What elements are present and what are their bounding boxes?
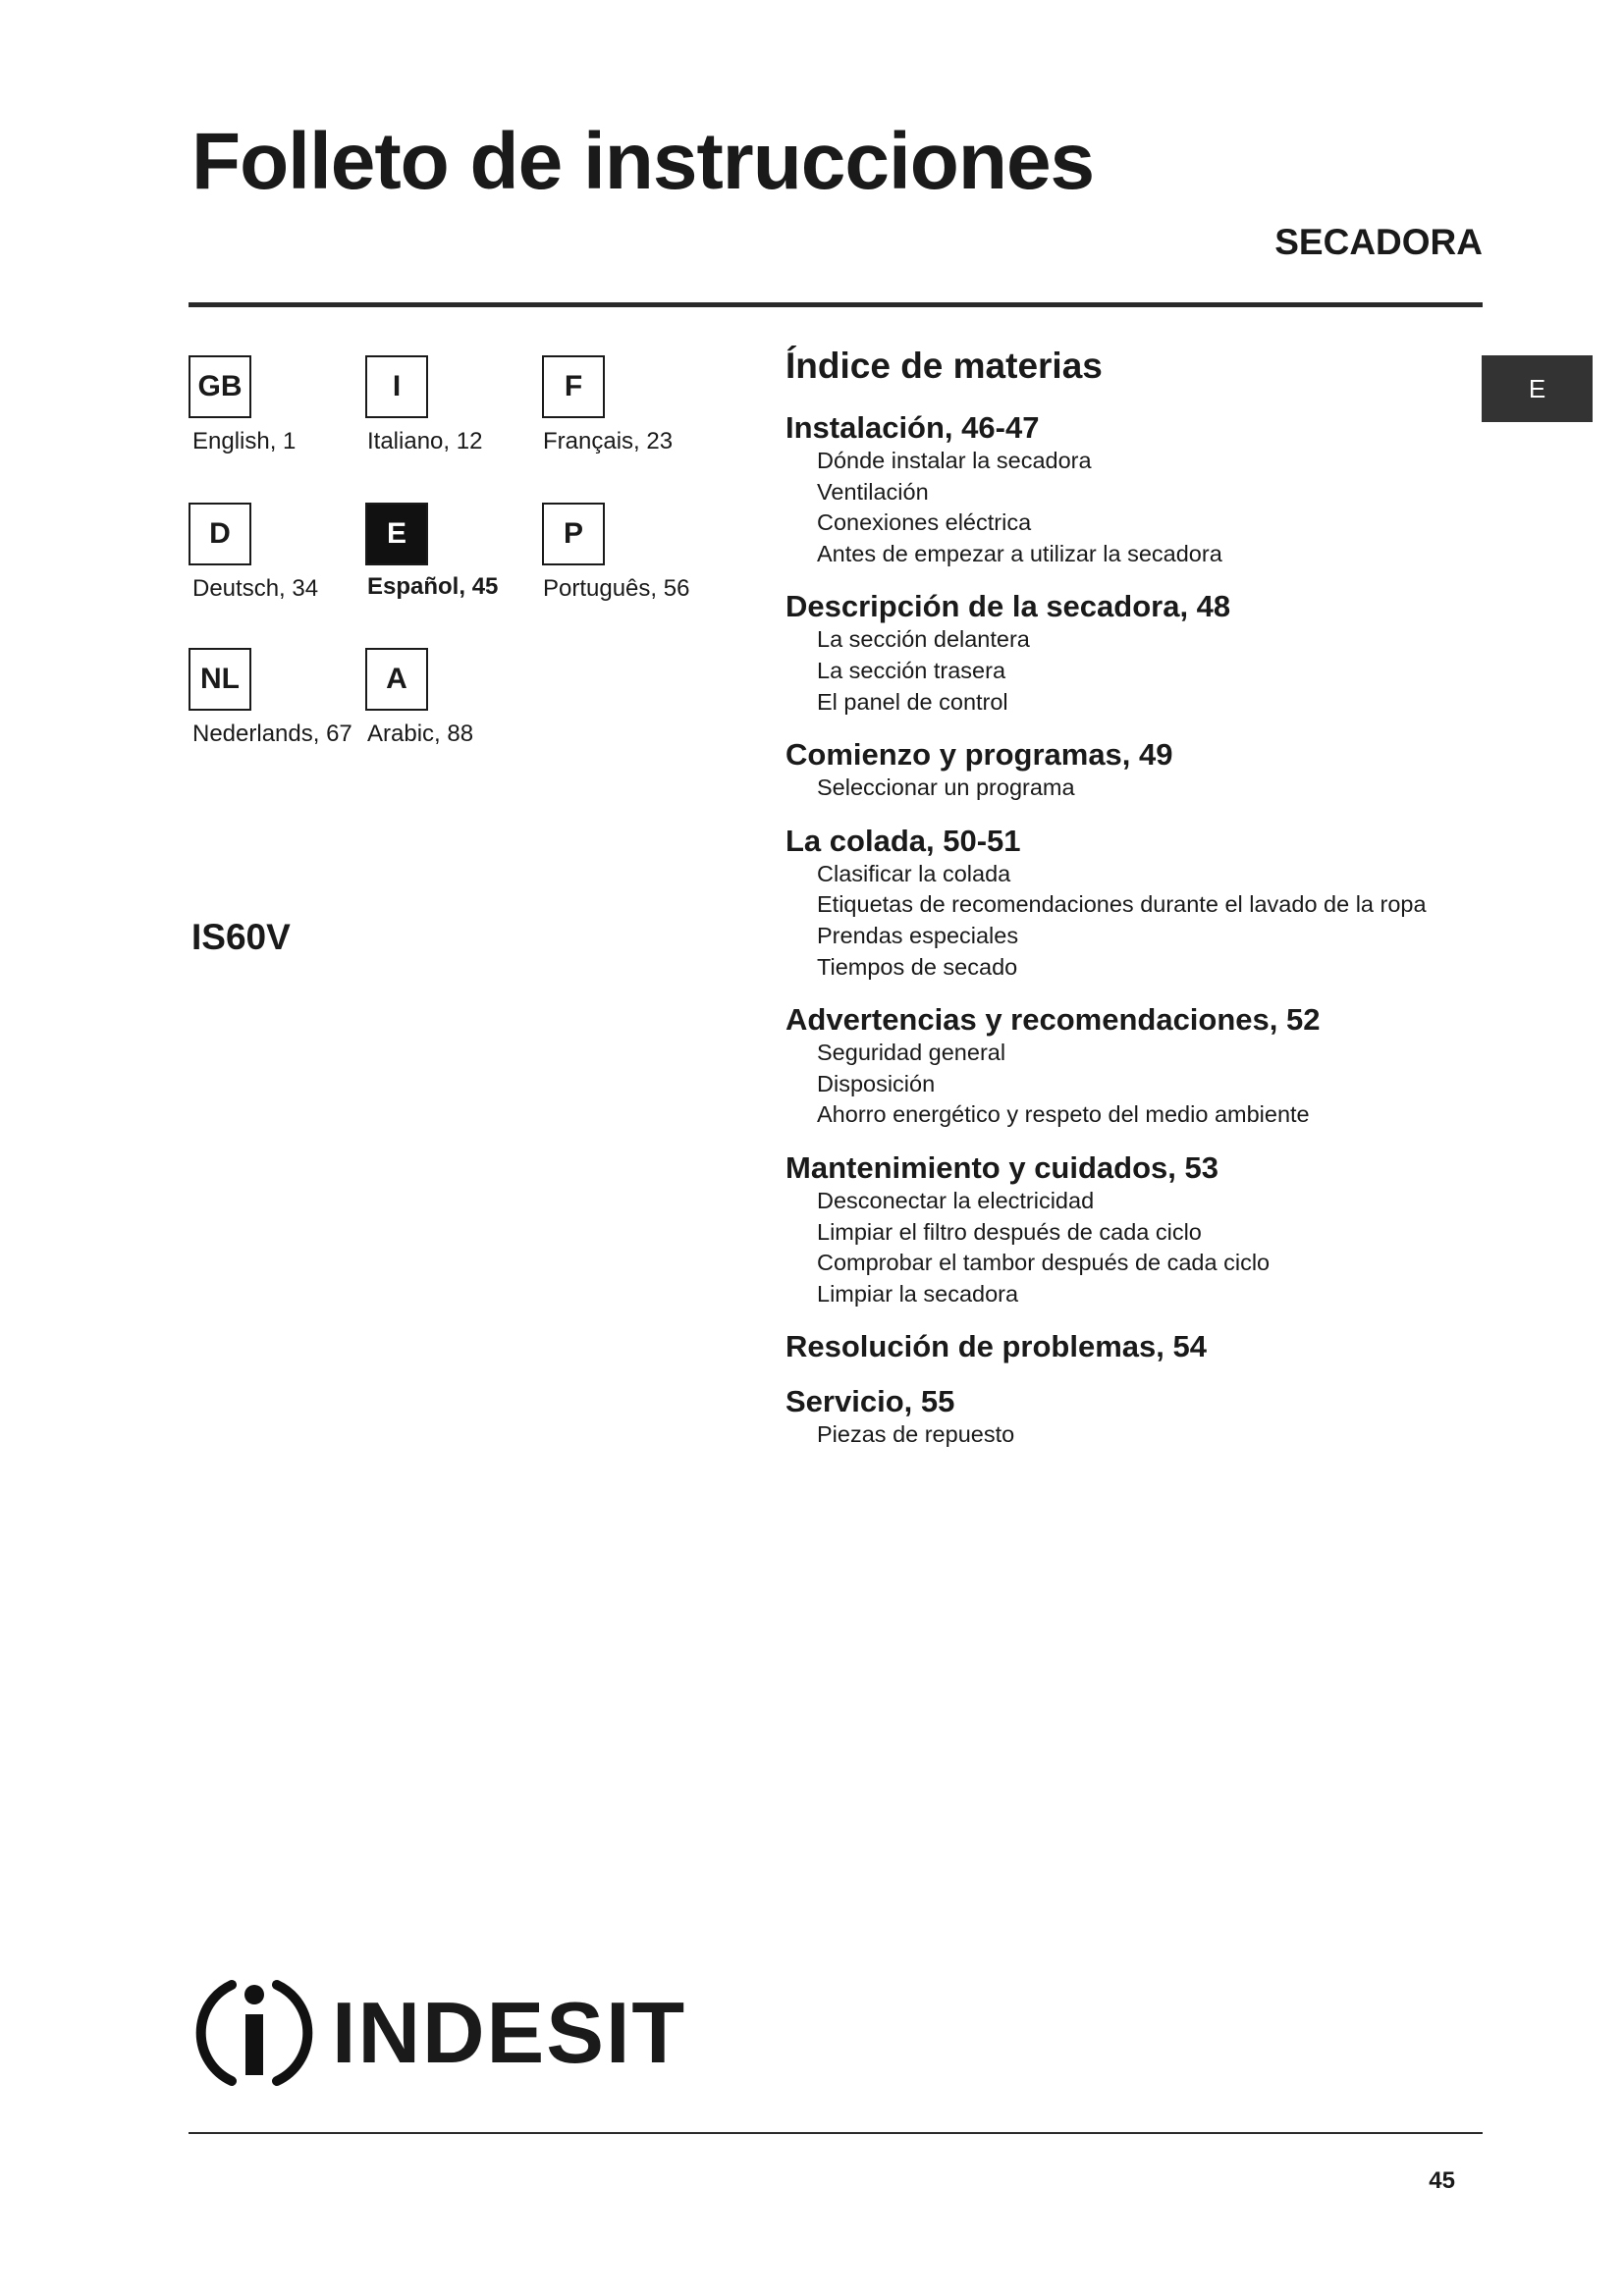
lang-box-e-active[interactable]: E — [365, 503, 428, 565]
lang-label-nl[interactable]: Nederlands, 67 — [192, 721, 352, 747]
toc-section-heading[interactable]: Instalación, 46-47 — [785, 410, 1040, 445]
toc-item[interactable]: Antes de empezar a utilizar la secadora — [817, 540, 1222, 566]
model-number: IS60V — [191, 917, 291, 957]
toc-item[interactable]: Tiempos de secado — [817, 953, 1018, 980]
product-category: SECADORA — [1274, 222, 1483, 262]
toc-item[interactable]: Limpiar la secadora — [817, 1280, 1019, 1307]
toc-section — [785, 737, 1473, 804]
top-divider — [189, 302, 1483, 307]
toc-section-heading[interactable]: Descripción de la secadora, 48 — [785, 589, 1231, 624]
lang-label-d[interactable]: Deutsch, 34 — [192, 575, 319, 602]
toc-section — [785, 589, 1473, 718]
toc-section — [785, 1002, 1473, 1131]
toc-item[interactable]: Seleccionar un programa — [817, 774, 1075, 801]
toc-item[interactable]: Limpiar el filtro después de cada ciclo — [817, 1218, 1202, 1245]
bottom-divider — [189, 2132, 1483, 2134]
toc-section-heading[interactable]: Resolución de problemas, 54 — [785, 1329, 1207, 1364]
toc-section — [785, 1150, 1473, 1309]
lang-label-a[interactable]: Arabic, 88 — [367, 721, 474, 747]
toc-item[interactable]: El panel de control — [817, 688, 1008, 715]
toc-item[interactable]: Disposición — [817, 1070, 936, 1096]
toc-item[interactable]: La sección trasera — [817, 657, 1006, 683]
lang-label-f[interactable]: Français, 23 — [543, 428, 674, 454]
lang-label-e-active[interactable]: Español, 45 — [367, 573, 499, 600]
lang-box-a[interactable]: A — [365, 648, 428, 711]
lang-box-i[interactable]: I — [365, 355, 428, 418]
language-side-tab: E — [1482, 355, 1593, 422]
indesit-wordmark: INDESIT — [332, 1984, 687, 2081]
toc-title: Índice de materias — [785, 346, 1103, 386]
indesit-i-logo-icon — [192, 1971, 316, 2095]
toc-item[interactable]: Ahorro energético y respeto del medio ambiente — [817, 1101, 1310, 1128]
toc-section — [785, 1384, 1473, 1451]
toc-item[interactable]: Prendas especiales — [817, 922, 1019, 948]
toc-section-heading[interactable]: La colada, 50-51 — [785, 823, 1021, 858]
lang-box-gb[interactable]: GB — [189, 355, 251, 418]
toc-item[interactable]: Dónde instalar la secadora — [817, 448, 1092, 473]
lang-label-gb[interactable]: English, 1 — [192, 428, 297, 454]
toc-section-heading[interactable]: Mantenimiento y cuidados, 53 — [785, 1149, 1218, 1185]
toc-item[interactable]: Conexiones eléctrica — [817, 509, 1032, 536]
toc-section — [785, 824, 1473, 983]
toc-item[interactable]: Desconectar la electricidad — [817, 1187, 1095, 1213]
toc-section-heading[interactable]: Advertencias y recomendaciones, 52 — [785, 1002, 1321, 1038]
lang-label-p[interactable]: Português, 56 — [543, 575, 690, 602]
lang-box-d[interactable]: D — [189, 503, 251, 565]
table-of-contents — [785, 346, 1473, 1470]
toc-item[interactable]: La sección delantera — [817, 626, 1030, 653]
toc-section — [785, 410, 1473, 569]
lang-box-p[interactable]: P — [542, 503, 605, 565]
toc-item[interactable]: Etiquetas de recomendaciones durante el lavado de la ropa — [817, 891, 1427, 918]
lang-label-i[interactable]: Italiano, 12 — [367, 428, 483, 454]
lang-box-f[interactable]: F — [542, 355, 605, 418]
toc-item[interactable]: Ventilación — [817, 478, 929, 505]
page-number: 45 — [1429, 2167, 1455, 2194]
toc-item[interactable]: Clasificar la colada — [817, 860, 1011, 886]
toc-item[interactable]: Seguridad general — [817, 1040, 1006, 1066]
toc-section-heading[interactable]: Comienzo y programas, 49 — [785, 737, 1173, 773]
toc-section — [785, 1329, 1473, 1364]
toc-item[interactable]: Piezas de repuesto — [817, 1421, 1015, 1448]
lang-box-nl[interactable]: NL — [189, 648, 251, 711]
toc-item[interactable]: Comprobar el tambor después de cada ciclo — [817, 1250, 1271, 1276]
toc-section-heading[interactable]: Servicio, 55 — [785, 1384, 955, 1419]
indesit-logo — [192, 1971, 686, 2095]
page-title: Folleto de instrucciones — [191, 117, 1095, 206]
